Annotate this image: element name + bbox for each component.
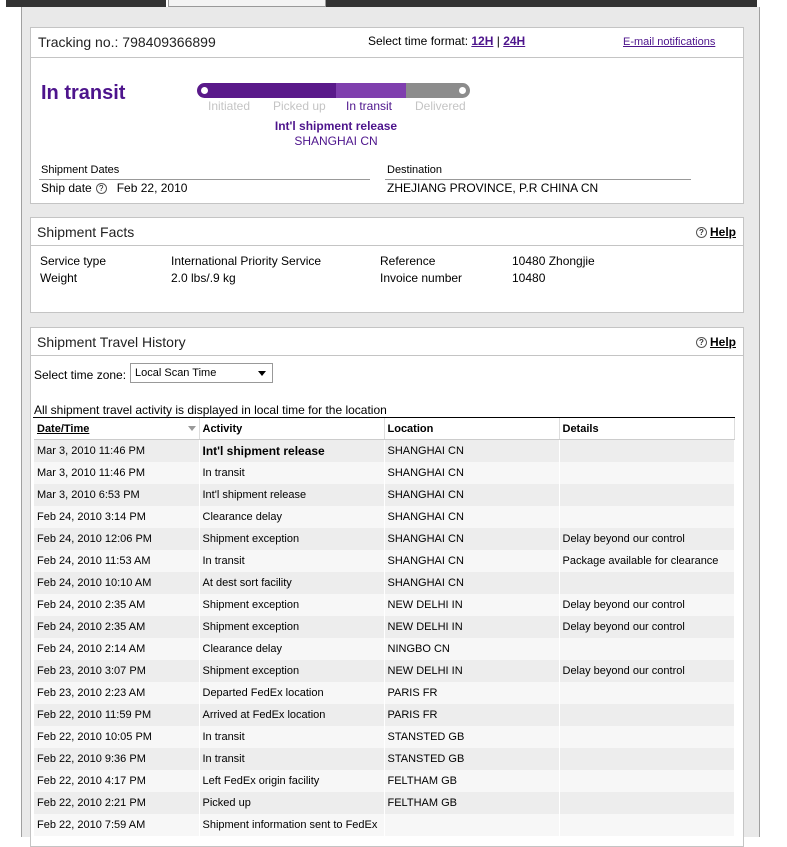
history-help-link[interactable]: Help [709, 335, 736, 349]
history-header-row [34, 418, 734, 440]
destination-divider [385, 179, 691, 180]
row-details [559, 462, 734, 484]
history-header-divider [31, 355, 743, 356]
row-date: Feb 22, 2010 7:59 AM [34, 814, 199, 836]
shipment-facts-panel [30, 217, 744, 313]
time-format-separator: | [496, 34, 500, 48]
row-details [559, 572, 734, 594]
travel-history-panel [30, 327, 744, 847]
tab-active[interactable] [168, 0, 326, 7]
row-activity: Clearance delay [199, 638, 384, 660]
latest-activity: Int'l shipment release [274, 119, 398, 133]
progress-segment-in-transit [336, 83, 406, 98]
row-location: FELTHAM GB [384, 792, 559, 814]
row-location: PARIS FR [384, 704, 559, 726]
row-activity: Shipment exception [199, 660, 384, 682]
row-date: Feb 22, 2010 4:17 PM [34, 770, 199, 792]
row-activity: Departed FedEx location [199, 682, 384, 704]
table-row [34, 572, 734, 594]
history-table [34, 418, 735, 836]
row-activity: At dest sort facility [199, 572, 384, 594]
row-activity: Shipment exception [199, 594, 384, 616]
table-row [34, 792, 734, 814]
tab-left[interactable] [6, 0, 166, 7]
latest-location: SHANGHAI CN [294, 134, 378, 148]
row-activity: Left FedEx origin facility [199, 770, 384, 792]
row-activity: Int'l shipment release [199, 440, 384, 463]
row-date: Feb 22, 2010 2:21 PM [34, 792, 199, 814]
table-row [34, 594, 734, 616]
row-location: SHANGHAI CN [384, 550, 559, 572]
row-activity: In transit [199, 726, 384, 748]
row-details [559, 440, 734, 463]
row-details: Delay beyond our control [559, 594, 734, 616]
timezone-label: Select time zone: [34, 368, 127, 382]
table-row [34, 660, 734, 682]
row-details: Delay beyond our control [559, 616, 734, 638]
ship-date-label: Ship date [41, 181, 92, 195]
row-activity: Int'l shipment release [199, 484, 384, 506]
row-location: SHANGHAI CN [384, 572, 559, 594]
tracking-number: Tracking no.: 798409366899 [38, 34, 216, 50]
row-location: SHANGHAI CN [384, 484, 559, 506]
row-location: NINGBO CN [384, 638, 559, 660]
progress-bar [197, 83, 470, 98]
table-row [34, 440, 734, 463]
row-location: SHANGHAI CN [384, 506, 559, 528]
row-details [559, 704, 734, 726]
table-row [34, 814, 734, 836]
table-row [34, 506, 734, 528]
help-icon: ? [696, 337, 707, 348]
row-date: Feb 23, 2010 3:07 PM [34, 660, 199, 682]
email-notifications-link[interactable]: E-mail notifications [623, 36, 716, 48]
row-location [384, 814, 559, 836]
row-date: Feb 24, 2010 2:14 AM [34, 638, 199, 660]
stage-label-initiated: Initiated [208, 99, 251, 113]
row-date: Feb 24, 2010 12:06 PM [34, 528, 199, 550]
row-details [559, 792, 734, 814]
table-row [34, 550, 734, 572]
row-location: SHANGHAI CN [384, 528, 559, 550]
table-row [34, 616, 734, 638]
row-details [559, 484, 734, 506]
row-location: NEW DELHI IN [384, 660, 559, 682]
progress-start-dot [201, 87, 208, 94]
row-activity: In transit [199, 748, 384, 770]
row-date: Feb 22, 2010 9:36 PM [34, 748, 199, 770]
row-details [559, 682, 734, 704]
table-row [34, 462, 734, 484]
row-activity: In transit [199, 550, 384, 572]
row-details: Delay beyond our control [559, 660, 734, 682]
row-location: NEW DELHI IN [384, 616, 559, 638]
column-header-activity: Activity [199, 418, 384, 440]
shipment-facts-title: Shipment Facts [37, 224, 135, 240]
history-body [34, 440, 734, 837]
column-header-location: Location [384, 418, 559, 440]
weight-value: 2.0 lbs/.9 kg [171, 271, 236, 285]
row-location: STANSTED GB [384, 748, 559, 770]
invoice-label: Invoice number [380, 271, 463, 285]
history-help[interactable] [696, 335, 736, 349]
row-date: Feb 24, 2010 3:14 PM [34, 506, 199, 528]
time-format-24h-link[interactable]: 24H [503, 34, 526, 48]
shipment-dates-heading: Shipment Dates [41, 164, 120, 176]
row-date: Feb 23, 2010 2:23 AM [34, 682, 199, 704]
help-icon: ? [696, 227, 707, 238]
table-row [34, 528, 734, 550]
column-header-date[interactable]: Date/Time [34, 418, 199, 440]
row-details [559, 638, 734, 660]
facts-help[interactable] [696, 225, 736, 239]
stage-label-delivered: Delivered [415, 99, 466, 113]
row-activity: Arrived at FedEx location [199, 704, 384, 726]
row-activity: Shipment information sent to FedEx [199, 814, 384, 836]
row-location: FELTHAM GB [384, 770, 559, 792]
row-location: STANSTED GB [384, 726, 559, 748]
tracking-summary-panel [30, 27, 744, 204]
timezone-selected-value: Local Scan Time [135, 367, 217, 379]
reference-value: 10480 Zhongjie [512, 254, 595, 268]
row-details: Delay beyond our control [559, 528, 734, 550]
row-date: Mar 3, 2010 11:46 PM [34, 462, 199, 484]
timezone-select[interactable] [130, 363, 273, 383]
time-format-label: Select time format: [368, 34, 469, 48]
row-date: Feb 22, 2010 10:05 PM [34, 726, 199, 748]
row-location: NEW DELHI IN [384, 594, 559, 616]
row-date: Feb 24, 2010 11:53 AM [34, 550, 199, 572]
service-type-value: International Priority Service [171, 254, 322, 268]
row-activity: In transit [199, 462, 384, 484]
dates-divider [39, 179, 370, 180]
row-details [559, 814, 734, 836]
row-date: Feb 24, 2010 2:35 AM [34, 594, 199, 616]
row-activity: Clearance delay [199, 506, 384, 528]
header-divider [31, 57, 743, 58]
row-details: Package available for clearance [559, 550, 734, 572]
invoice-value: 10480 [512, 271, 546, 285]
ship-date-value: Feb 22, 2010 [116, 181, 188, 195]
row-date: Mar 3, 2010 6:53 PM [34, 484, 199, 506]
row-details [559, 748, 734, 770]
row-location: PARIS FR [384, 682, 559, 704]
shipment-status: In transit [41, 82, 126, 104]
row-activity: Picked up [199, 792, 384, 814]
reference-label: Reference [380, 254, 436, 268]
column-header-details: Details [559, 418, 734, 440]
row-details [559, 726, 734, 748]
row-activity: Shipment exception [199, 528, 384, 550]
table-row [34, 704, 734, 726]
time-format-12h-link[interactable]: 12H [471, 34, 494, 48]
sort-arrow-icon [188, 426, 196, 431]
table-row [34, 770, 734, 792]
row-location: SHANGHAI CN [384, 440, 559, 463]
row-details [559, 506, 734, 528]
progress-segment-picked-up [264, 83, 336, 98]
row-date: Feb 24, 2010 10:10 AM [34, 572, 199, 594]
row-date: Mar 3, 2010 11:46 PM [34, 440, 199, 463]
chevron-down-icon [258, 371, 266, 376]
time-format-selector [368, 34, 525, 48]
service-type-label: Service type [40, 254, 107, 268]
tab-bar-fill [326, 0, 757, 7]
progress-end-dot [459, 87, 466, 94]
row-location: SHANGHAI CN [384, 462, 559, 484]
destination-heading: Destination [387, 164, 443, 176]
row-date: Feb 24, 2010 2:35 AM [34, 616, 199, 638]
travel-history-title: Shipment Travel History [37, 334, 186, 350]
table-row [34, 748, 734, 770]
stage-label-picked-up: Picked up [273, 99, 326, 113]
weight-label: Weight [40, 271, 78, 285]
facts-header-divider [31, 245, 743, 246]
table-row [34, 484, 734, 506]
row-date: Feb 22, 2010 11:59 PM [34, 704, 199, 726]
stage-label-in-transit: In transit [346, 99, 393, 113]
ship-date-row [41, 181, 187, 195]
destination-value: ZHEJIANG PROVINCE, P.R CHINA CN [387, 181, 599, 195]
row-activity: Shipment exception [199, 616, 384, 638]
facts-help-link[interactable]: Help [709, 225, 736, 239]
help-question-icon[interactable]: ? [96, 183, 107, 194]
table-row [34, 638, 734, 660]
timezone-note: All shipment travel activity is displayed in local time for the location [34, 403, 387, 417]
table-row [34, 726, 734, 748]
row-details [559, 770, 734, 792]
table-row [34, 682, 734, 704]
